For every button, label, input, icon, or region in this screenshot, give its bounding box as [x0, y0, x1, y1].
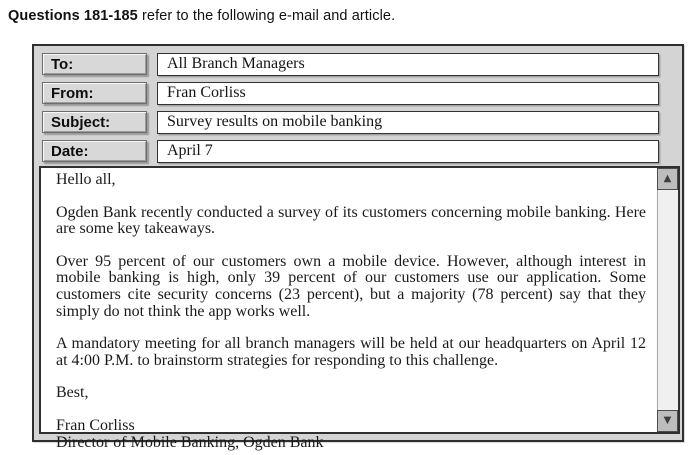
body-paragraph: Hello all, — [56, 171, 116, 188]
question-range: Questions 181-185 — [8, 8, 138, 24]
question-header — [8, 7, 395, 25]
date-field[interactable] — [157, 140, 659, 163]
field-row-from — [42, 82, 659, 105]
subject-field[interactable] — [157, 111, 659, 134]
from-label-button[interactable]: From: — [42, 82, 147, 104]
scrollbar[interactable] — [657, 168, 678, 432]
scroll-up-button[interactable] — [657, 168, 678, 190]
question-header-rest: refer to the following e-mail and article. — [137, 8, 396, 24]
field-row-to — [42, 53, 659, 76]
to-field[interactable] — [157, 53, 659, 76]
scroll-down-button[interactable] — [657, 410, 678, 432]
down-arrow-icon: ▼ — [663, 415, 672, 426]
body-paragraph: Ogden Bank recently conducted a survey of its customers concerning mobile banking. Here are some key takeaways. — [56, 203, 646, 238]
field-row-date — [42, 140, 659, 163]
up-arrow-icon: ▲ — [663, 173, 672, 184]
body-paragraph: Over 95 percent of our customers own a mobile device. However, although interest in mobile banking is high, only 39 percent of our customers use our application. Some customers cite security concerns (23 percent), but a majority (78 percent) say that they simply do not think the app works well. — [56, 252, 646, 320]
body-paragraph: Best, — [56, 384, 89, 402]
email-body-box — [39, 166, 680, 451]
field-row-subject — [42, 111, 659, 134]
signature-title: Director of Mobile Banking, Ogden Bank — [56, 433, 324, 451]
date-label-button[interactable]: Date: — [42, 140, 147, 162]
signature-name: Fran Corliss — [56, 416, 135, 434]
subject-label-button[interactable]: Subject: — [42, 111, 147, 133]
to-label-button[interactable]: To: — [42, 53, 147, 75]
email-body-text — [41, 168, 657, 451]
from-field[interactable] — [157, 82, 659, 105]
email-window — [32, 44, 684, 451]
body-paragraph: A mandatory meeting for all branch managers will be held at our headquarters on April 12 at 4:00 P.M. to brainstorm strategies for responding to this challenge. — [56, 335, 646, 369]
